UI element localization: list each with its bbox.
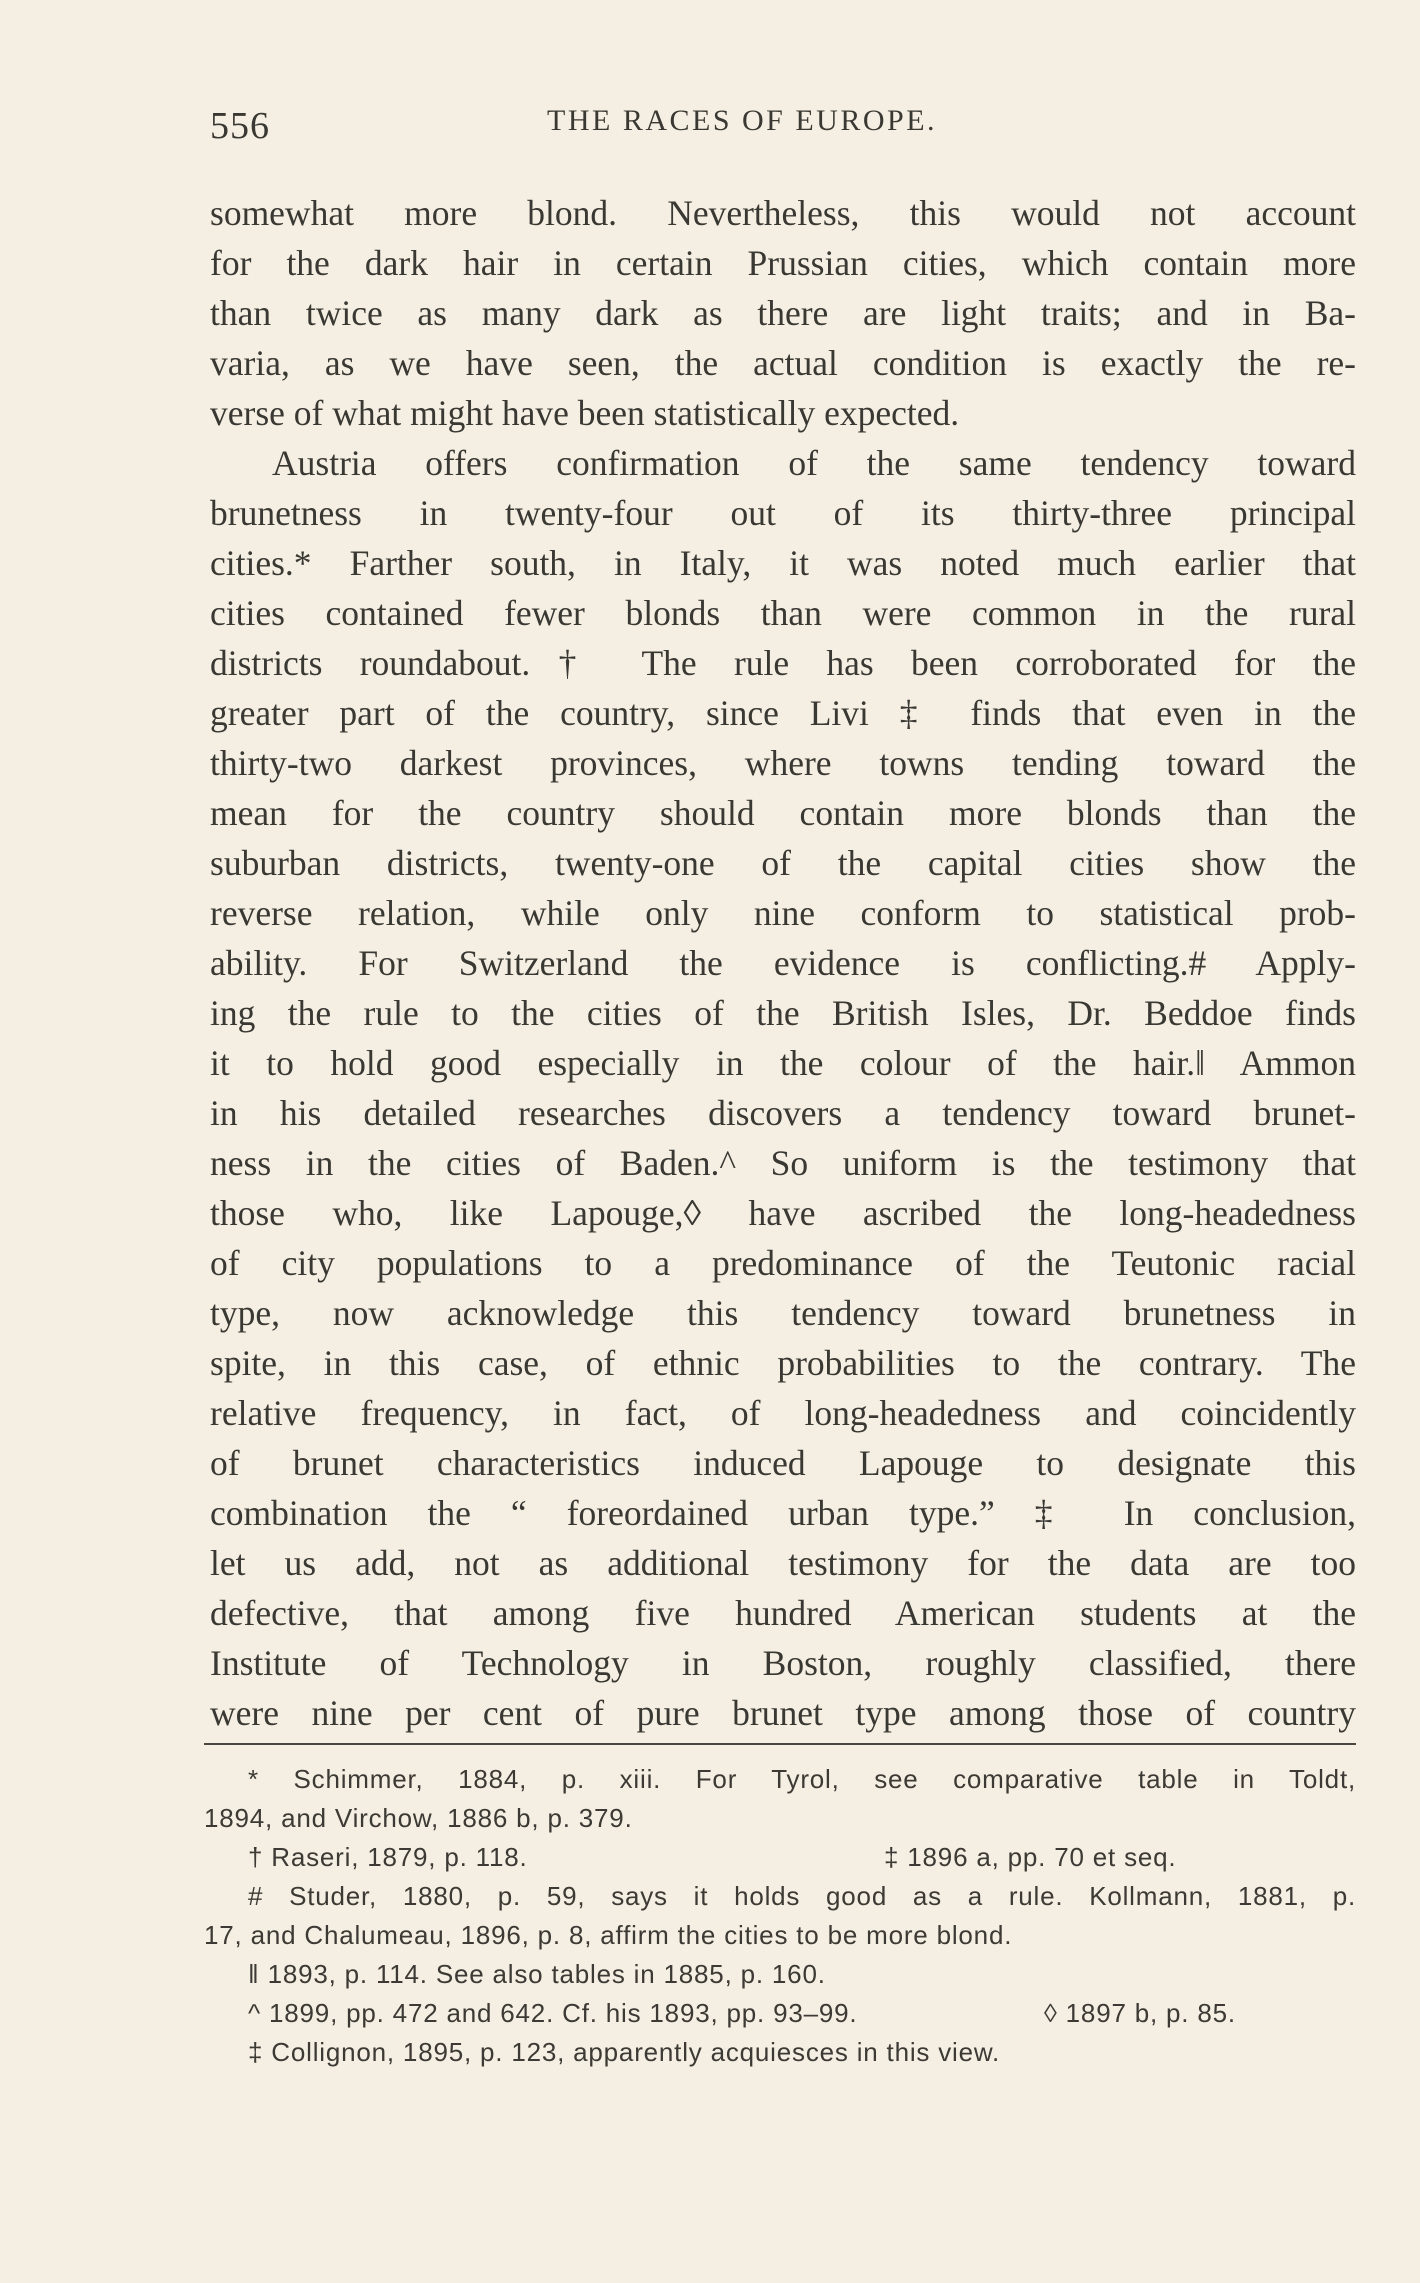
text-line: thirty-two darkest provinces, where towns tending toward the xyxy=(210,743,1356,783)
text-line: somewhat more blond. Nevertheless, this would not account xyxy=(210,193,1356,233)
text-line: greater part of the country, since Livi ‡ finds that even in the xyxy=(210,693,1356,733)
footnote: † Raseri, 1879, p. 118. xyxy=(248,1842,528,1872)
text-line: combination the “ foreordained urban type.” ‡ In conclusion, xyxy=(210,1493,1356,1533)
text-line: mean for the country should contain more blonds than the xyxy=(210,793,1356,833)
text-line: cities contained fewer blonds than were common in the rural xyxy=(210,593,1356,633)
text-line: reverse relation, while only nine conform to statistical prob- xyxy=(210,893,1356,933)
text-line: varia, as we have seen, the actual condition is exactly the re- xyxy=(210,343,1356,383)
page-number: 556 xyxy=(210,105,270,147)
running-head: THE RACES OF EUROPE. xyxy=(547,104,938,137)
text-line: districts roundabout.† The rule has been corroborated for the xyxy=(210,643,1356,683)
page-header xyxy=(210,100,1356,147)
body-text xyxy=(210,188,1356,1738)
text-line: Austria offers confirmation of the same tendency toward xyxy=(272,443,1356,483)
text-line: Institute of Technology in Boston, roughly classified, there xyxy=(210,1643,1356,1683)
text-line: were nine per cent of pure brunet type among those of country xyxy=(210,1693,1356,1733)
text-line: of city populations to a predominance of the Teutonic racial xyxy=(210,1243,1356,1283)
footnote: # Studer, 1880, p. 59, says it holds good as a rule. Kollmann, 1881, p. xyxy=(248,1881,1356,1911)
text-line: ing the rule to the cities of the British Isles, Dr. Beddoe finds xyxy=(210,993,1356,1033)
text-line: verse of what might have been statistically expected. xyxy=(210,393,960,433)
text-line: relative frequency, in fact, of long-headedness and coincidently xyxy=(210,1393,1356,1433)
text-line: it to hold good especially in the colour of the hair.‖ Ammon xyxy=(210,1043,1356,1083)
text-line: ness in the cities of Baden.^ So uniform is the testimony that xyxy=(210,1143,1356,1183)
footnotes xyxy=(204,1760,1356,2072)
text-line: defective, that among five hundred American students at the xyxy=(210,1593,1356,1633)
text-line: for the dark hair in certain Prussian cities, which contain more xyxy=(210,243,1356,283)
footnote-pair xyxy=(204,1994,1356,2033)
text-line: those who, like Lapouge,◊ have ascribed the long-headedness xyxy=(210,1193,1356,1233)
text-line: in his detailed researches discovers a tendency toward brunet- xyxy=(210,1093,1356,1133)
text-line: suburban districts, twenty-one of the capital cities show the xyxy=(210,843,1356,883)
footnote: * Schimmer, 1884, p. xiii. For Tyrol, see comparative table in Toldt, xyxy=(248,1764,1356,1794)
text-line: cities.* Farther south, in Italy, it was noted much earlier that xyxy=(210,543,1356,583)
footnote: 17, and Chalumeau, 1896, p. 8, affirm the cities to be more blond. xyxy=(204,1920,1013,1950)
text-line: brunetness in twenty-four out of its thirty-three principal xyxy=(210,493,1356,533)
text-line: of brunet characteristics induced Lapouge to designate this xyxy=(210,1443,1356,1483)
footnote-pair xyxy=(204,1838,1356,1877)
text-line: than twice as many dark as there are light traits; and in Ba- xyxy=(210,293,1356,333)
footnote: ‡ Collignon, 1895, p. 123, apparently acquiesces in this view. xyxy=(248,2037,1001,2067)
text-line: let us add, not as additional testimony for the data are too xyxy=(210,1543,1356,1583)
footnote: 1894, and Virchow, 1886 b, p. 379. xyxy=(204,1803,633,1833)
text-line: type, now acknowledge this tendency toward brunetness in xyxy=(210,1293,1356,1333)
footnote: ‖ 1893, p. 114. See also tables in 1885, p. 160. xyxy=(248,1959,826,1989)
footnote: ‡ 1896 a, pp. 70 et seq. xyxy=(884,1842,1177,1872)
footnote: ◊ 1897 b, p. 85. xyxy=(1044,1998,1236,2028)
text-line: spite, in this case, of ethnic probabilities to the contrary. The xyxy=(210,1343,1356,1383)
text-line: ability. For Switzerland the evidence is conflicting.# Apply- xyxy=(210,943,1356,983)
footnote: ^ 1899, pp. 472 and 642. Cf. his 1893, pp. 93–99. xyxy=(248,1998,858,2028)
footnote-divider xyxy=(204,1743,1356,1745)
